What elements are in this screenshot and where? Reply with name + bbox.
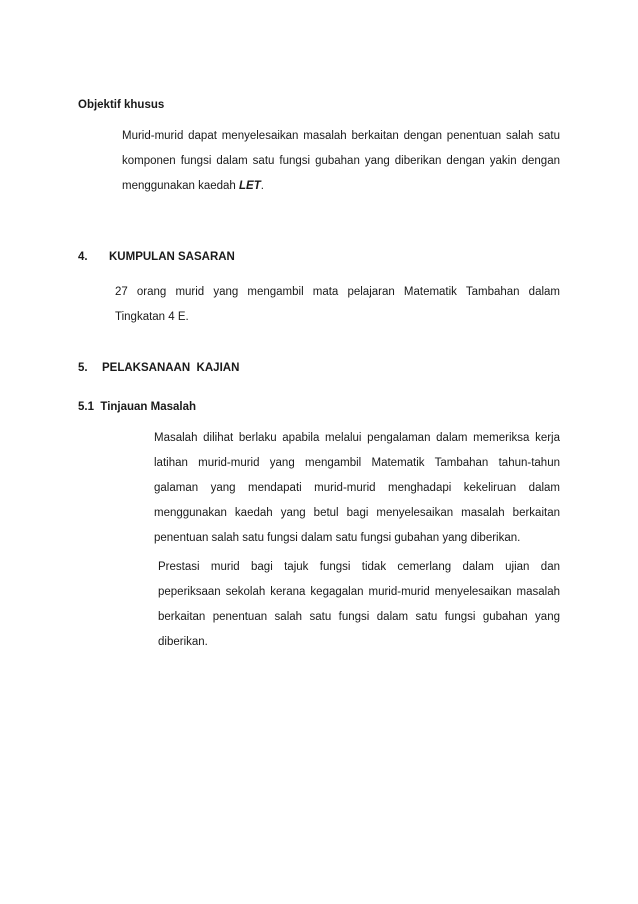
section-5-1-heading: 5.1 Tinjauan Masalah <box>78 401 197 413</box>
objektif-line-2: komponen fungsi dalam satu fungsi gubahan yang diberikan dengan yakin dengan <box>122 155 560 167</box>
section-4-line-1: 27 orang murid yang mengambil mata pelajaran Matematik Tambahan dalam <box>115 286 560 298</box>
tinjauan-p1-line-4: menggunakan kaedah yang betul bagi menyelesaikan masalah berkaitan <box>154 507 560 519</box>
section-4-number: 4. <box>78 251 88 263</box>
tinjauan-p1-line-2: latihan murid-murid yang mengambil Matematik Tambahan tahun-tahun <box>154 457 560 469</box>
tinjauan-p1-line-3: galaman yang mendapati murid-murid menghadapi kekeliruan dalam <box>154 482 560 494</box>
objektif-paragraph <box>122 124 560 199</box>
tinjauan-p2-line-4: diberikan. <box>158 636 208 648</box>
objektif-line-3-suffix: . <box>260 180 264 192</box>
objektif-line-3-prefix: menggunakan kaedah <box>122 180 240 192</box>
tinjauan-paragraph-1 <box>154 426 560 551</box>
objektif-heading: Objektif khusus <box>78 99 165 111</box>
section-4-title: KUMPULAN SASARAN <box>109 251 235 263</box>
tinjauan-paragraph-2 <box>158 555 560 655</box>
tinjauan-p1-line-1: Masalah dilihat berlaku apabila melalui pengalaman dalam memeriksa kerja <box>154 432 560 444</box>
section-4-paragraph <box>115 280 560 330</box>
tinjauan-p2-line-2: peperiksaan sekolah kerana kegagalan murid-murid menyelesaikan masalah <box>158 586 560 598</box>
section-5-title: PELAKSANAAN KAJIAN <box>102 362 240 374</box>
objektif-line-3 <box>122 174 560 199</box>
tinjauan-p2-line-1: Prestasi murid bagi tajuk fungsi tidak cemerlang dalam ujian dan <box>158 561 560 573</box>
section-5-number: 5. <box>78 362 88 374</box>
objektif-line-1: Murid-murid dapat menyelesaikan masalah berkaitan dengan penentuan salah satu <box>122 130 560 142</box>
section-4-line-2: Tingkatan 4 E. <box>115 311 189 323</box>
section-4-heading <box>78 250 235 264</box>
tinjauan-p2-line-3: berkaitan penentuan salah satu fungsi dalam satu fungsi gubahan yang <box>158 611 560 623</box>
section-5-heading <box>78 361 239 375</box>
tinjauan-p1-line-5: penentuan salah satu fungsi dalam satu fungsi gubahan yang diberikan. <box>154 532 521 544</box>
let-emphasis: LET <box>239 180 261 192</box>
